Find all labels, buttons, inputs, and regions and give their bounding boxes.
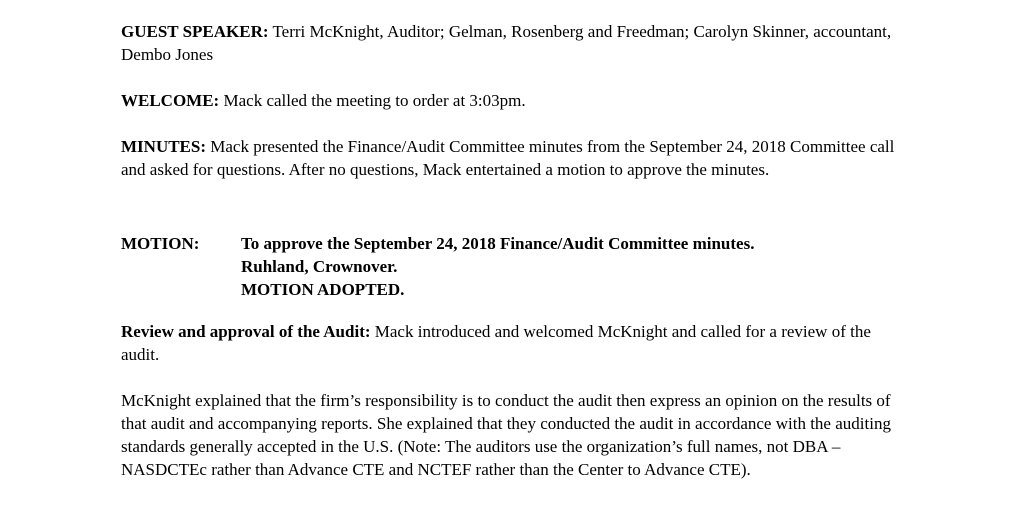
guest-speaker-text: Terri McKnight, Auditor; Gelman, Rosenberg and Freedman; Carolyn Skinner, accountant, Dembo Jones	[121, 22, 892, 64]
motion-line-2: Ruhland, Crownover.	[241, 257, 398, 276]
minutes-label: MINUTES:	[121, 137, 207, 156]
motion-label: MOTION:	[121, 234, 200, 253]
motion-body	[241, 232, 911, 301]
welcome-paragraph	[121, 89, 911, 112]
guest-speaker-paragraph	[121, 20, 911, 66]
review-label: Review and approval of the Audit:	[121, 322, 371, 341]
minutes-text: Mack presented the Finance/Audit Committee minutes from the September 24, 2018 Committee call and asked for questions. After no questions, Mack entertained a motion to approve the minutes.	[121, 137, 895, 179]
minutes-paragraph	[121, 135, 911, 181]
review-paragraph	[121, 320, 911, 366]
welcome-text: Mack called the meeting to order at 3:03pm.	[223, 91, 526, 110]
review-text: Mack introduced and welcomed McKnight and called for a review of the audit.	[121, 322, 871, 364]
mcknight-paragraph	[121, 389, 911, 481]
motion-line-3: MOTION ADOPTED.	[241, 280, 405, 299]
mcknight-text: McKnight explained that the firm’s responsibility is to conduct the audit then express an opinion on the results of that audit and accompanying reports. She explained that they conducted the audit in accordance with the auditing standards generally accepted in the U.S. (Note: The auditors use the organization’s full names, not DBA – NASDCTEc rather than Advance CTE and NCTEF rather than the Center to Advance CTE).	[121, 391, 891, 479]
guest-speaker-label: GUEST SPEAKER:	[121, 22, 269, 41]
welcome-label: WELCOME:	[121, 91, 220, 110]
motion-line-1: To approve the September 24, 2018 Finance/Audit Committee minutes.	[241, 234, 755, 253]
